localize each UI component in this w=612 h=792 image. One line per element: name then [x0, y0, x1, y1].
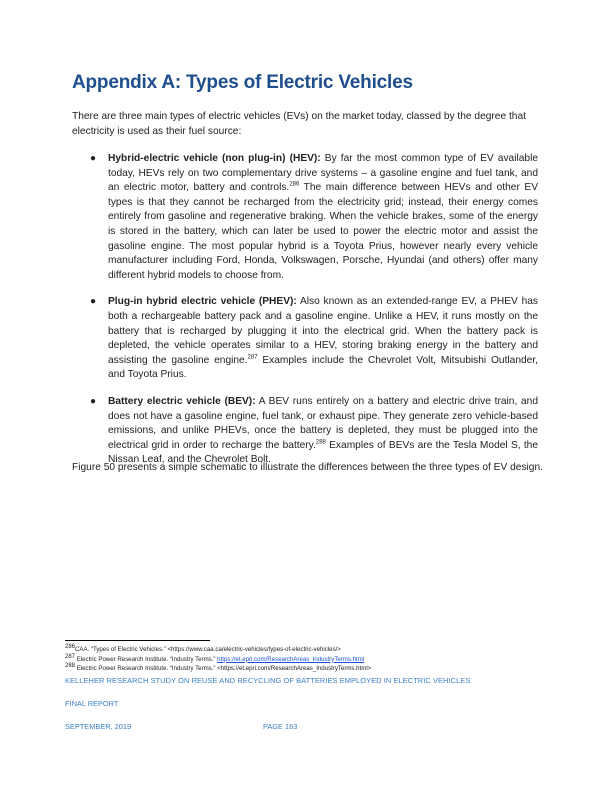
- figure-reference-paragraph: Figure 50 presents a simple schematic to illustrate the differences between the three types of EV design.: [72, 462, 543, 473]
- footnote-text: Electric Power Research Institute. “Industry Terms.”: [75, 655, 218, 663]
- footnote-287: [65, 655, 545, 665]
- bullet-icon: ●: [90, 296, 97, 308]
- intro-paragraph: There are three main types of electric vehicles (EVs) on the market today, classed by the degree that electricity is used as their fuel source:: [72, 111, 526, 137]
- page-title: Appendix A: Types of Electric Vehicles: [72, 72, 413, 93]
- item-text: Also known as an extended-range EV, a PHEV has both a rechargeable battery pack and a gasoline engine. Unlike a HEV, it runs mostly on the battery that is recharged by plugging it into the electrical grid. When the battery pack is depleted, the vehicle operates similar to a HEV, storing braking energy in the battery and assisting the gasoline engine.: [108, 296, 539, 366]
- item-text: A BEV runs entirely on a battery and electric drive train, and does not have a gasoline engine, fuel tank, or exhaust pipe. They generate zero vehicle-based emissions, and unlike PHEVs, once the battery is depleted, they must be plugged into the electrical grid in order to recharge the battery.: [108, 395, 538, 451]
- footer-page-number: PAGE 163: [263, 722, 298, 731]
- footnote-link[interactable]: https://et.epri.com/ResearchAreas_IndustryTerms.html: [217, 655, 365, 663]
- term-phev: Plug-in hybrid electric vehicle (PHEV):: [108, 296, 297, 308]
- footnotes: [65, 645, 545, 674]
- footnote-divider: [65, 640, 210, 641]
- term-bev: Battery electric vehicle (BEV):: [108, 395, 256, 407]
- footnote-ref-288[interactable]: 288: [315, 439, 326, 446]
- item-text: Examples include the Chevrolet Volt, Mitsubishi Outlander, and Toyota Prius.: [108, 354, 538, 381]
- list-item-hev: [72, 152, 538, 283]
- footer-report-label: FINAL REPORT: [65, 699, 119, 708]
- footnote-number: 286: [65, 643, 76, 650]
- list-item-phev: [72, 295, 538, 383]
- footer-study-title: KELLEHER RESEARCH STUDY ON REUSE AND RECYCLING OF BATTERIES EMPLOYED IN ELECTRIC VEHICLES: [65, 676, 471, 685]
- footnote-text: CAA. “Types of Electric Vehicles.” <https://www.caa.ca/electric-vehicles/types-of-electric-vehicles/>: [75, 646, 341, 653]
- item-text: Examples of BEVs are the Tesla Model S, the Nissan Leaf, and the Chevrolet Bolt.: [108, 439, 538, 466]
- bullet-icon: ●: [90, 395, 97, 407]
- footnote-286: [65, 645, 545, 655]
- item-text: The main difference between HEVs and other EV types is that they cannot be recharged from the electricity grid; instead, their energy comes entirely from gasoline and regenerative braking. When the vehicle brakes, some of the energy is stored in the battery, which can later be used to power the electric motor and assist the gasoline engine. The most popular hybrid is a Toyota Prius, however nearly every vehicle manufacturer including Ford, Honda, Volkswagen, Porsche, Hyundai (and others) offer many different hybrid models to choose from.: [108, 182, 538, 281]
- bullet-icon: ●: [90, 153, 97, 164]
- footnote-288: [65, 664, 545, 674]
- footnote-number: 287: [65, 653, 76, 660]
- item-text: By far the most common type of EV available today, HEVs rely on two complementary drive systems – a gasoline engine and fuel tank, and an electric motor, battery and controls.: [108, 153, 538, 194]
- footnote-number: 288: [65, 663, 76, 670]
- footnote-ref-287[interactable]: 287: [247, 354, 258, 361]
- term-hev: Hybrid-electric vehicle (non plug-in) (HEV):: [108, 153, 321, 164]
- footer-date: SEPTEMBER, 2019: [65, 722, 132, 731]
- ev-types-list: [72, 152, 538, 480]
- footnote-ref-286[interactable]: 286: [289, 181, 300, 188]
- footnote-text: Electric Power Research Institute. “Industry Terms.” <https://et.epri.com/ResearchAreas_IndustryTerms.html>: [75, 665, 372, 673]
- list-item-bev: [72, 395, 538, 468]
